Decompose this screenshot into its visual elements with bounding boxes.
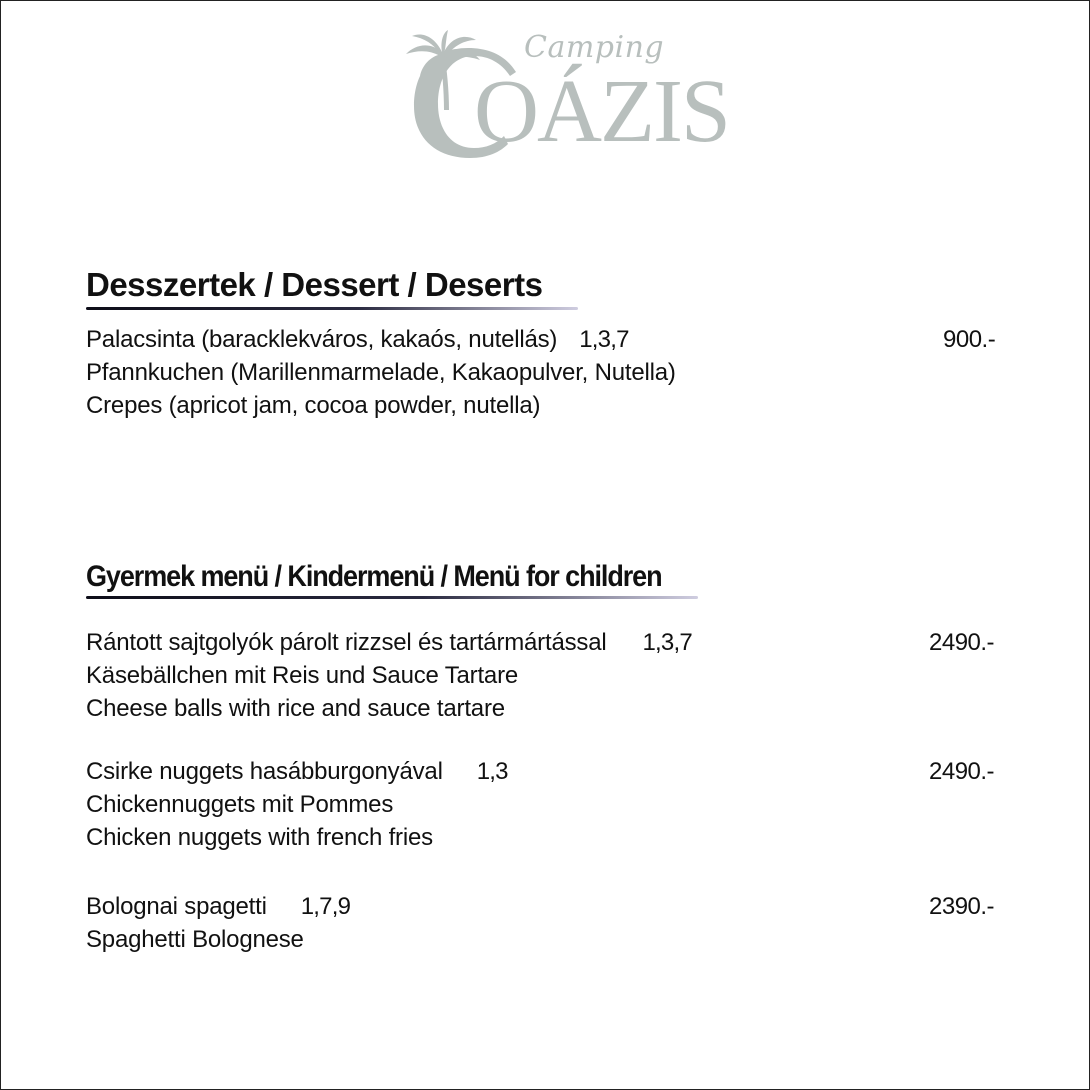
menu-item	[86, 626, 1006, 725]
item-allergens: 1,3	[476, 758, 508, 785]
item-name-hu-text: Palacsinta (baracklekváros, kakaós, nutellás)	[86, 326, 558, 353]
item-price: 2490.-	[929, 629, 995, 656]
section-underline	[86, 596, 698, 599]
logo-camping-text: Camping	[524, 30, 665, 65]
item-allergens: 1,7,9	[300, 893, 351, 920]
item-name-hu-text: Csirke nuggets hasábburgonyával	[86, 758, 443, 785]
item-allergens: 1,3,7	[642, 629, 692, 656]
item-name-hu	[86, 755, 1006, 788]
menu-item	[86, 323, 1006, 422]
logo-oazis-text: OÁZIS	[474, 62, 729, 161]
item-name-de: Chickennuggets mit Pommes	[86, 791, 394, 818]
item-name-hu-text: Rántott sajtgolyók párolt rizzsel és tartármártással	[86, 629, 607, 656]
item-name-hu-text: Bolognai spagetti	[86, 893, 267, 920]
item-allergens: 1,3,7	[579, 326, 629, 353]
item-price: 900.-	[943, 326, 996, 353]
menu-item	[86, 755, 1006, 854]
camping-oazis-logo	[400, 30, 729, 165]
section-heading-children-menu: Gyermek menü / Kindermenü / Menü for children	[86, 560, 662, 593]
item-name-en: Crepes (apricot jam, cocoa powder, nutella)	[86, 392, 541, 419]
item-name-hu	[86, 890, 1006, 923]
section-underline	[86, 307, 578, 310]
item-name-de: Pfannkuchen (Marillenmarmelade, Kakaopulver, Nutella)	[86, 359, 676, 386]
item-name-en: Cheese balls with rice and sauce tartare	[86, 695, 505, 722]
item-price: 2490.-	[929, 758, 995, 785]
item-name-hu	[86, 323, 1006, 356]
item-price: 2390.-	[929, 893, 995, 920]
item-name-de: Spaghetti Bolognese	[86, 926, 304, 953]
section-heading-desserts: Desszertek / Dessert / Deserts	[86, 266, 543, 303]
item-name-hu	[86, 626, 1006, 659]
item-name-en: Chicken nuggets with french fries	[86, 824, 433, 851]
item-name-de: Käsebällchen mit Reis und Sauce Tartare	[86, 662, 519, 689]
menu-item	[86, 890, 1006, 956]
